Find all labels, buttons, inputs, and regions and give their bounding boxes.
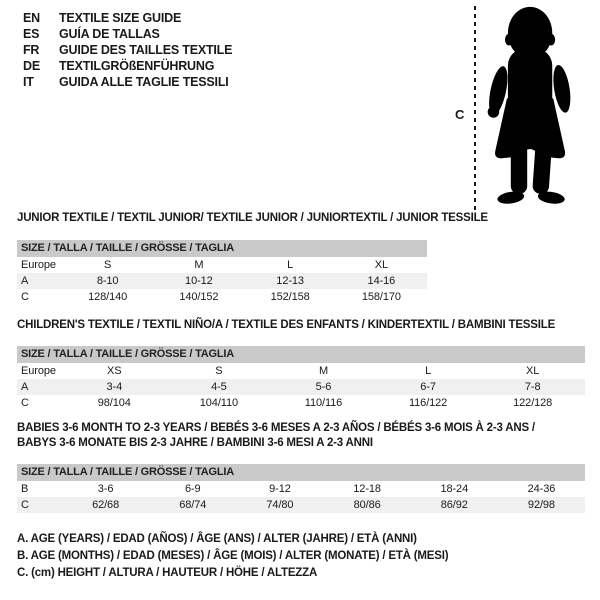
lang-row xyxy=(23,26,232,42)
junior-size-table xyxy=(17,240,427,305)
section-junior-textile xyxy=(17,211,488,305)
lang-row xyxy=(23,10,232,26)
table-cell: 5-6 xyxy=(315,381,332,393)
babies-size-table xyxy=(17,464,585,513)
table-cell: L xyxy=(287,259,294,271)
lang-label: GUIDE DES TAILLES TEXTILE xyxy=(59,43,233,57)
table-cell: 74/80 xyxy=(266,499,294,511)
table-cell: 12-18 xyxy=(353,483,381,495)
baby-silhouette-icon xyxy=(480,4,584,216)
section-title: JUNIOR TEXTILE / TEXTIL JUNIOR/ TEXTILE JUNIOR / JUNIORTEXTIL / JUNIOR TESSILE xyxy=(17,212,488,224)
row-label-cell: A xyxy=(21,275,29,287)
table-cell: 110/116 xyxy=(304,397,343,409)
table-cell: M xyxy=(318,365,329,377)
lang-label: TEXTILE SIZE GUIDE xyxy=(59,11,182,25)
table-cell: M xyxy=(194,259,204,271)
row-label-cell: A xyxy=(21,381,29,393)
table-cell: 158/170 xyxy=(361,291,401,303)
section-title: BABIES 3-6 MONTH TO 2-3 YEARS / BEBÉS 3-6 MESES A 2-3 AÑOS / BÉBÉS 3-6 MOIS À 2-3 ANS / xyxy=(17,422,535,434)
table-cell: 62/68 xyxy=(92,499,120,511)
lang-label: GUIDA ALLE TAGLIE TESSILI xyxy=(59,75,229,89)
lang-code: ES xyxy=(23,27,40,41)
row-label-cell: Europe xyxy=(21,365,56,377)
table-row xyxy=(17,289,427,305)
table-cell: 4-5 xyxy=(211,381,227,393)
table-cell: 80/86 xyxy=(353,499,381,511)
table-row xyxy=(17,363,585,379)
table-cell: XS xyxy=(107,365,122,377)
footnotes xyxy=(17,531,448,582)
table-cell: 92/98 xyxy=(527,499,555,511)
table-cell: 116/122 xyxy=(408,397,448,409)
table-cell: 9-12 xyxy=(269,483,291,495)
table-cell: 152/158 xyxy=(270,291,310,303)
table-row xyxy=(17,379,585,395)
row-label-cell: B xyxy=(21,483,29,495)
table-row xyxy=(17,395,585,411)
lang-label: TEXTILGRÖßENFÜHRUNG xyxy=(59,59,215,73)
table-cell: 128/140 xyxy=(88,291,128,303)
table-row xyxy=(17,481,585,497)
table-cell: S xyxy=(104,259,112,271)
table-cell: 8-10 xyxy=(96,275,119,287)
height-dashed-line xyxy=(474,6,476,210)
table-cell: 68/74 xyxy=(179,499,207,511)
table-cell: 104/110 xyxy=(199,397,239,409)
section-childrens-textile xyxy=(17,318,585,411)
table-row xyxy=(17,257,427,273)
footnote-a: A. AGE (YEARS) / EDAD (AÑOS) / ÂGE (ANS) / ALTER (JAHRE) / ETÀ (ANNI) xyxy=(17,533,417,545)
table-cell: 86/92 xyxy=(440,499,468,511)
section-title: CHILDREN'S TEXTILE / TEXTIL NIÑO/A / TEXTILE DES ENFANTS / KINDERTEXTIL / BAMBINI TESSILE xyxy=(17,319,556,331)
table-cell: 10-12 xyxy=(185,275,213,287)
table-row xyxy=(17,273,427,289)
table-row xyxy=(17,497,585,513)
lang-code: FR xyxy=(23,43,40,57)
children-size-table xyxy=(17,346,585,411)
table-cell: 122/128 xyxy=(513,397,553,409)
lang-row xyxy=(23,42,232,58)
lang-row xyxy=(23,58,232,74)
footnote-c: C. (cm) HEIGHT / ALTURA / HAUTEUR / HÖHE / ALTEZZA xyxy=(17,567,318,579)
table-cell: S xyxy=(215,365,223,377)
table-cell: L xyxy=(425,365,432,377)
table-cell: XL xyxy=(374,259,388,271)
height-label-c: C xyxy=(455,107,465,122)
table-cell: XL xyxy=(526,365,540,377)
table-cell: 3-4 xyxy=(106,381,123,393)
section-title-line2: BABYS 3-6 MONATE BIS 2-3 JAHRE / BAMBINI 3-6 MESI A 2-3 ANNI xyxy=(17,437,373,449)
lang-label: GUÍA DE TALLAS xyxy=(59,27,160,41)
table-cell: 7-8 xyxy=(524,381,541,393)
table-cell: 140/152 xyxy=(179,291,219,303)
table-cell: 14-16 xyxy=(367,275,396,287)
table-cell: 6-7 xyxy=(420,381,436,393)
row-label-cell: C xyxy=(21,397,29,409)
row-label-cell: C xyxy=(21,291,29,303)
table-cell: 12-13 xyxy=(276,275,304,287)
table-cell: 6-9 xyxy=(184,483,201,495)
footnote-b: B. AGE (MONTHS) / EDAD (MESES) / ÂGE (MOIS) / ALTER (MONATE) / ETÀ (MESI) xyxy=(17,550,449,562)
section-babies-textile xyxy=(17,421,585,513)
table-cell: 18-24 xyxy=(440,483,469,495)
table-cell: 24-36 xyxy=(527,483,556,495)
size-header-bar: SIZE / TALLA / TAILLE / GRÖSSE / TAGLIA xyxy=(17,464,585,481)
size-header-bar: SIZE / TALLA / TAILLE / GRÖSSE / TAGLIA xyxy=(17,346,585,363)
table-cell: 98/104 xyxy=(97,397,131,409)
row-label-cell: Europe xyxy=(21,259,56,271)
table-cell: 3-6 xyxy=(97,483,114,495)
lang-row xyxy=(23,74,232,90)
lang-code: EN xyxy=(23,11,40,25)
lang-code: DE xyxy=(23,59,40,73)
size-header-bar: SIZE / TALLA / TAILLE / GRÖSSE / TAGLIA xyxy=(17,240,427,257)
language-header xyxy=(23,10,232,90)
lang-code: IT xyxy=(23,75,34,89)
row-label-cell: C xyxy=(21,499,29,511)
